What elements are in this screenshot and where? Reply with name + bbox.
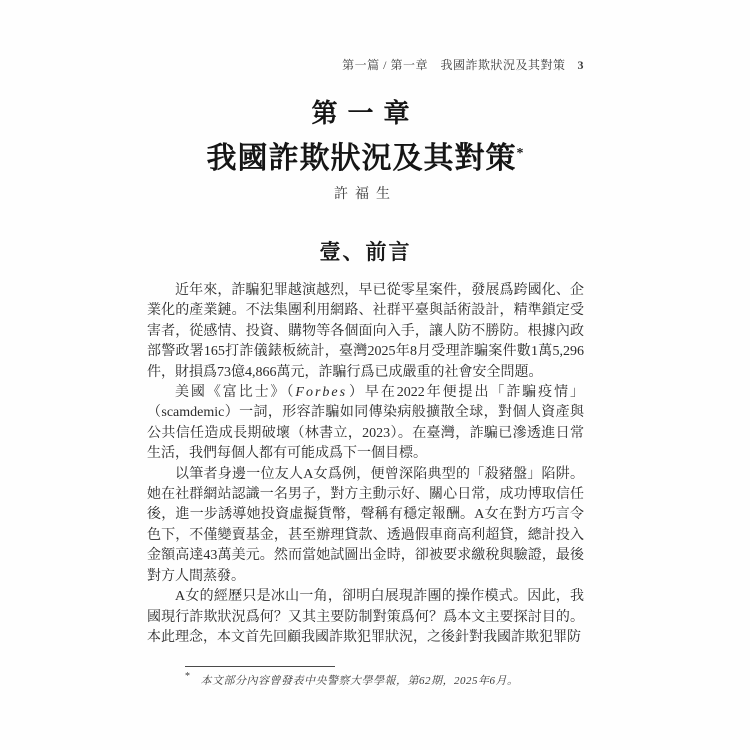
body-text [147, 281, 584, 648]
author-name: 許福生 [334, 187, 397, 202]
footnote-text: 本文部分內容曾發表中央警察大學學報，第62期，2025年6月。 [200, 675, 519, 687]
footnote [185, 666, 585, 688]
running-header [147, 56, 584, 73]
paragraph: 美國《富比士》（Forbes）早在2022年便提出「詐騙疫情」（scamdemic）一詞，形容詐騙如同傳染病般擴散全球，對個人資產與公共信任造成長期破壞（林書立，2023）。在臺灣，詐騙已滲透進日常生活，我們每個人都有可能成爲下一個目標。 [147, 385, 585, 462]
footnote-divider [185, 666, 335, 667]
footnote-line [185, 672, 585, 688]
running-header-text: 第一篇 / 第一章 我國詐欺狀況及其對策 [342, 58, 566, 72]
page-number: 3 [577, 58, 584, 72]
section-heading: 壹、前言 [319, 240, 412, 264]
paragraph: A女的經歷只是冰山一角，卻明白展現詐團的操作模式。因此，我國現行詐欺狀況爲何？又其主要防制對策爲何？爲本文主要探討目的。本此理念，本文首先回顧我國詐欺犯罪狀況，之後針對我國詐欺犯罪防 [147, 589, 584, 645]
paragraph: 近年來，詐騙犯罪越演越烈，早已從零星案件，發展爲跨國化、企業化的產業鏈。不法集團利用網路、社群平臺與話術設計，精準鎖定受害者，從感情、投資、購物等各個面向入手，讓人防不勝防。根據內政部警政署165打詐儀錶板統計，臺灣2025年8月受理詐騙案件數1萬5,296件，財損爲73億4,866萬元，詐騙行爲已成嚴重的社會安全問題。 [147, 283, 584, 380]
footnote-marker: * [185, 671, 191, 683]
chapter-number: 第一章 [311, 99, 420, 128]
title-footnote-marker: * [516, 146, 525, 161]
chapter-title-text: 我國詐欺狀況及其對策 [206, 142, 517, 175]
paragraph: 以筆者身邊一位友人A女爲例，便曾深陷典型的「殺豬盤」陷阱。她在社群網站認識一名男子，對方主動示好、關心日常，成功博取信任後，進一步誘導她投資虛擬貨幣，聲稱有穩定報酬。A女在對方巧言令色下，不僅變賣基金，甚至辦理貸款、透過假車商高利超貸，總計投入金額高達43萬美元。然而當她試圖出金時，卻被要求繳稅與驗證，最後對方人間蒸發。 [147, 466, 584, 584]
chapter-title [147, 133, 584, 177]
